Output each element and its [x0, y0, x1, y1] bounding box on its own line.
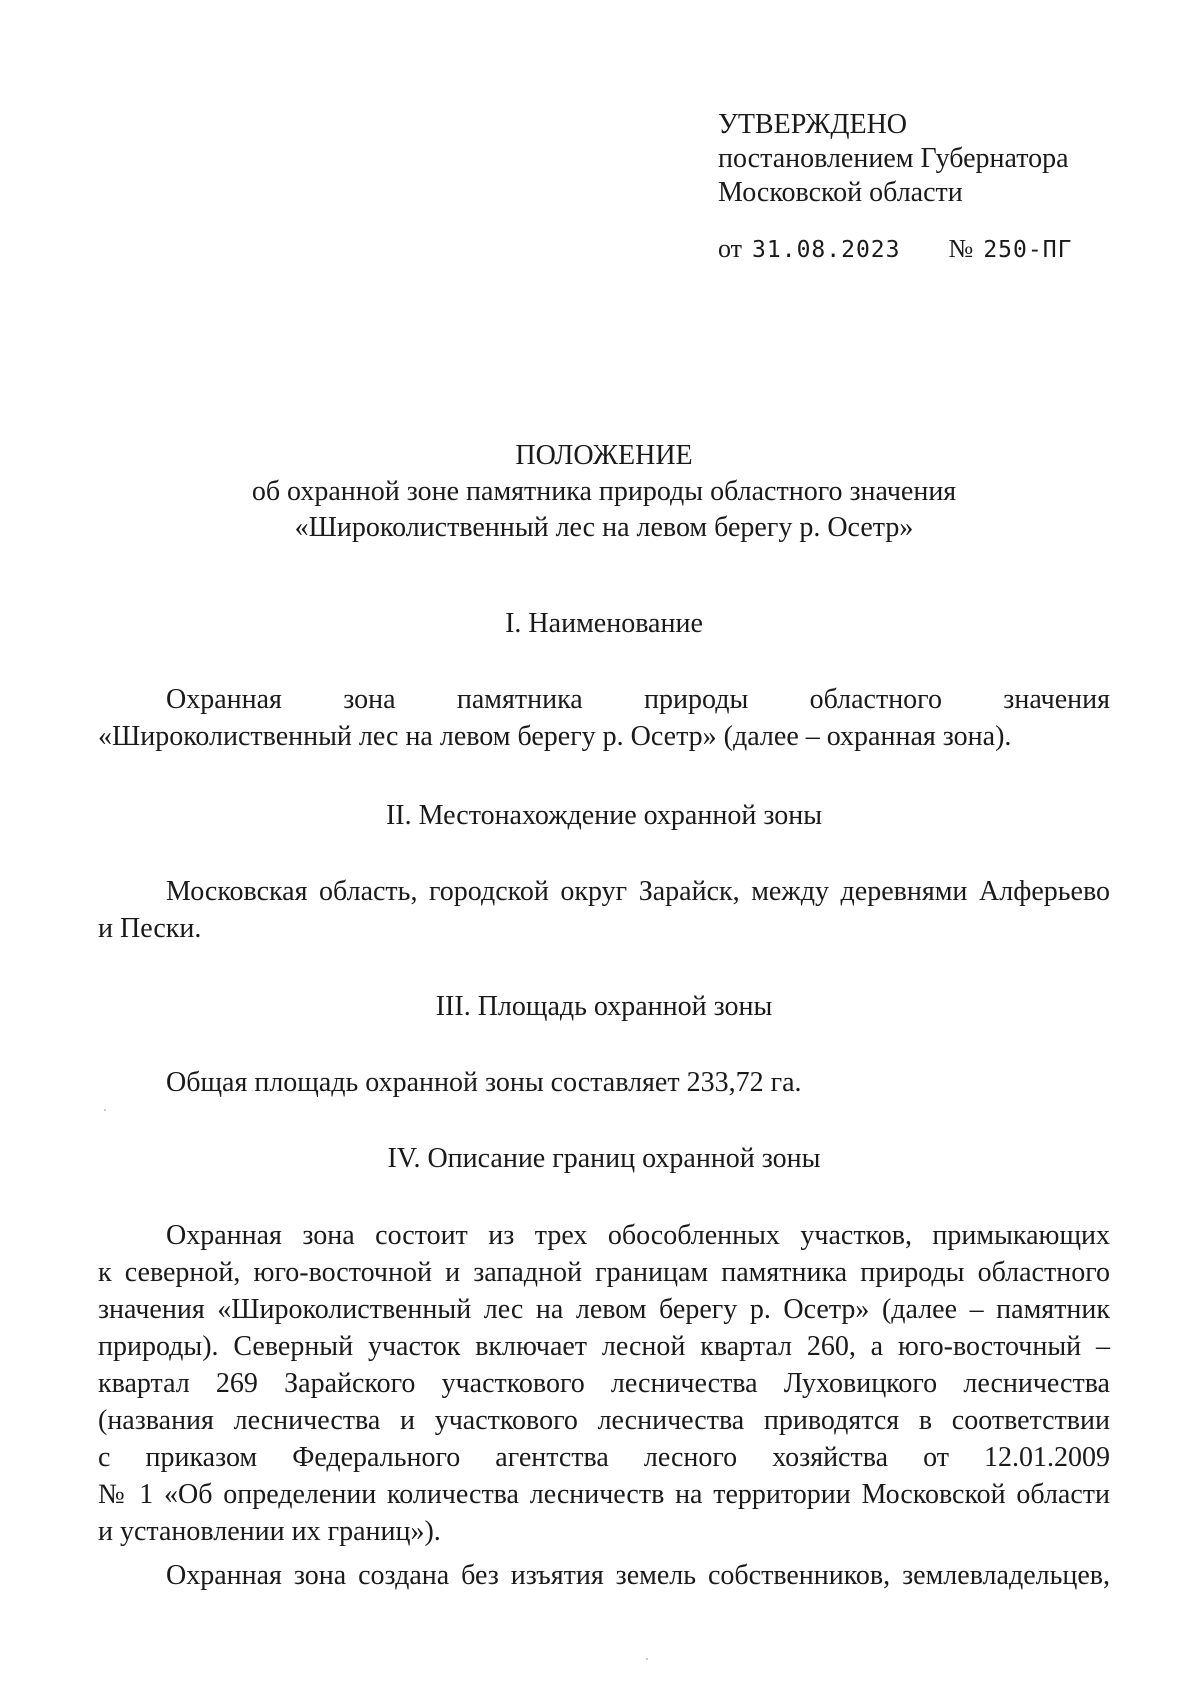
section-2-body: [98, 873, 1110, 947]
section-1-body: [98, 681, 1110, 755]
approval-line-2: Московской области: [718, 177, 963, 208]
section-4-p1-line-8: № 1 «Об определении количества лесничеств на территории Московской области: [98, 1479, 1110, 1510]
document-subtitle-2: «Широколиственный лес на левом берегу р. Осетр»: [294, 512, 914, 543]
section-2-line-2: и Пески.: [98, 913, 202, 944]
section-1-line-1: Охранная зона памятника природы областного значения: [166, 684, 1110, 715]
section-4-p1-line-3: значения «Широколиственный лес на левом берегу р. Осетр» (далее – памятник: [98, 1294, 1110, 1325]
section-4-paragraph-2: [98, 1557, 1110, 1594]
section-4-p1-line-4: природы). Северный участок включает лесной квартал 260, а юго-восточный –: [98, 1331, 1110, 1362]
section-4-p1-line-5: квартал 269 Зарайского участкового лесничества Луховицкого лесничества: [98, 1368, 1110, 1399]
section-4-p1-line-7: с приказом Федерального агентства лесного хозяйства от 12.01.2009: [98, 1442, 1110, 1473]
section-2-line-1: Московская область, городской округ Зарайск, между деревнями Алферьево: [166, 876, 1110, 907]
section-4-p1-line-1: Охранная зона состоит из трех обособленных участков, примыкающих: [166, 1220, 1110, 1251]
section-4-p1-line-2: к северной, юго-восточной и западной границам памятника природы областного: [98, 1257, 1110, 1288]
document-title: ПОЛОЖЕНИЕ: [515, 440, 693, 471]
section-3-body: [98, 1064, 1110, 1101]
section-1-heading: I. Наименование: [505, 608, 703, 639]
section-4-heading: IV. Описание границ охранной зоны: [387, 1143, 821, 1174]
document-subtitle-1: об охранной зоне памятника природы областного значения: [251, 476, 957, 507]
section-4-p2-line-1: Охранная зона создана без изъятия земель собственников, землевладельцев,: [166, 1560, 1110, 1591]
section-4-paragraph-1: [98, 1217, 1110, 1550]
date-prefix: от: [718, 234, 743, 263]
approval-date-line: [718, 232, 1072, 267]
section-1-line-2: «Широколиственный лес на левом берегу р. Осетр» (далее – охранная зона).: [98, 721, 1012, 752]
approval-line-1: постановлением Губернатора: [718, 143, 1069, 174]
scan-speck: [646, 1658, 648, 1660]
section-4-p1-line-6: (названия лесничества и участкового лесничества приводятся в соответствии: [98, 1405, 1110, 1436]
section-2-heading: II. Местонахождение охранной зоны: [385, 800, 823, 831]
approval-number: 250-ПГ: [983, 237, 1073, 263]
section-3-heading: III. Площадь охранной зоны: [435, 991, 773, 1022]
number-sign: №: [948, 234, 974, 263]
section-4-p1-line-9: и установлении их границ»).: [98, 1516, 441, 1547]
scan-speck: [104, 1109, 106, 1111]
approval-stamp: УТВЕРЖДЕНО: [718, 109, 908, 140]
approval-date: 31.08.2023: [752, 237, 901, 263]
approval-block: [718, 108, 1072, 267]
section-3-line-1: Общая площадь охранной зоны составляет 233,72 га.: [166, 1067, 802, 1098]
